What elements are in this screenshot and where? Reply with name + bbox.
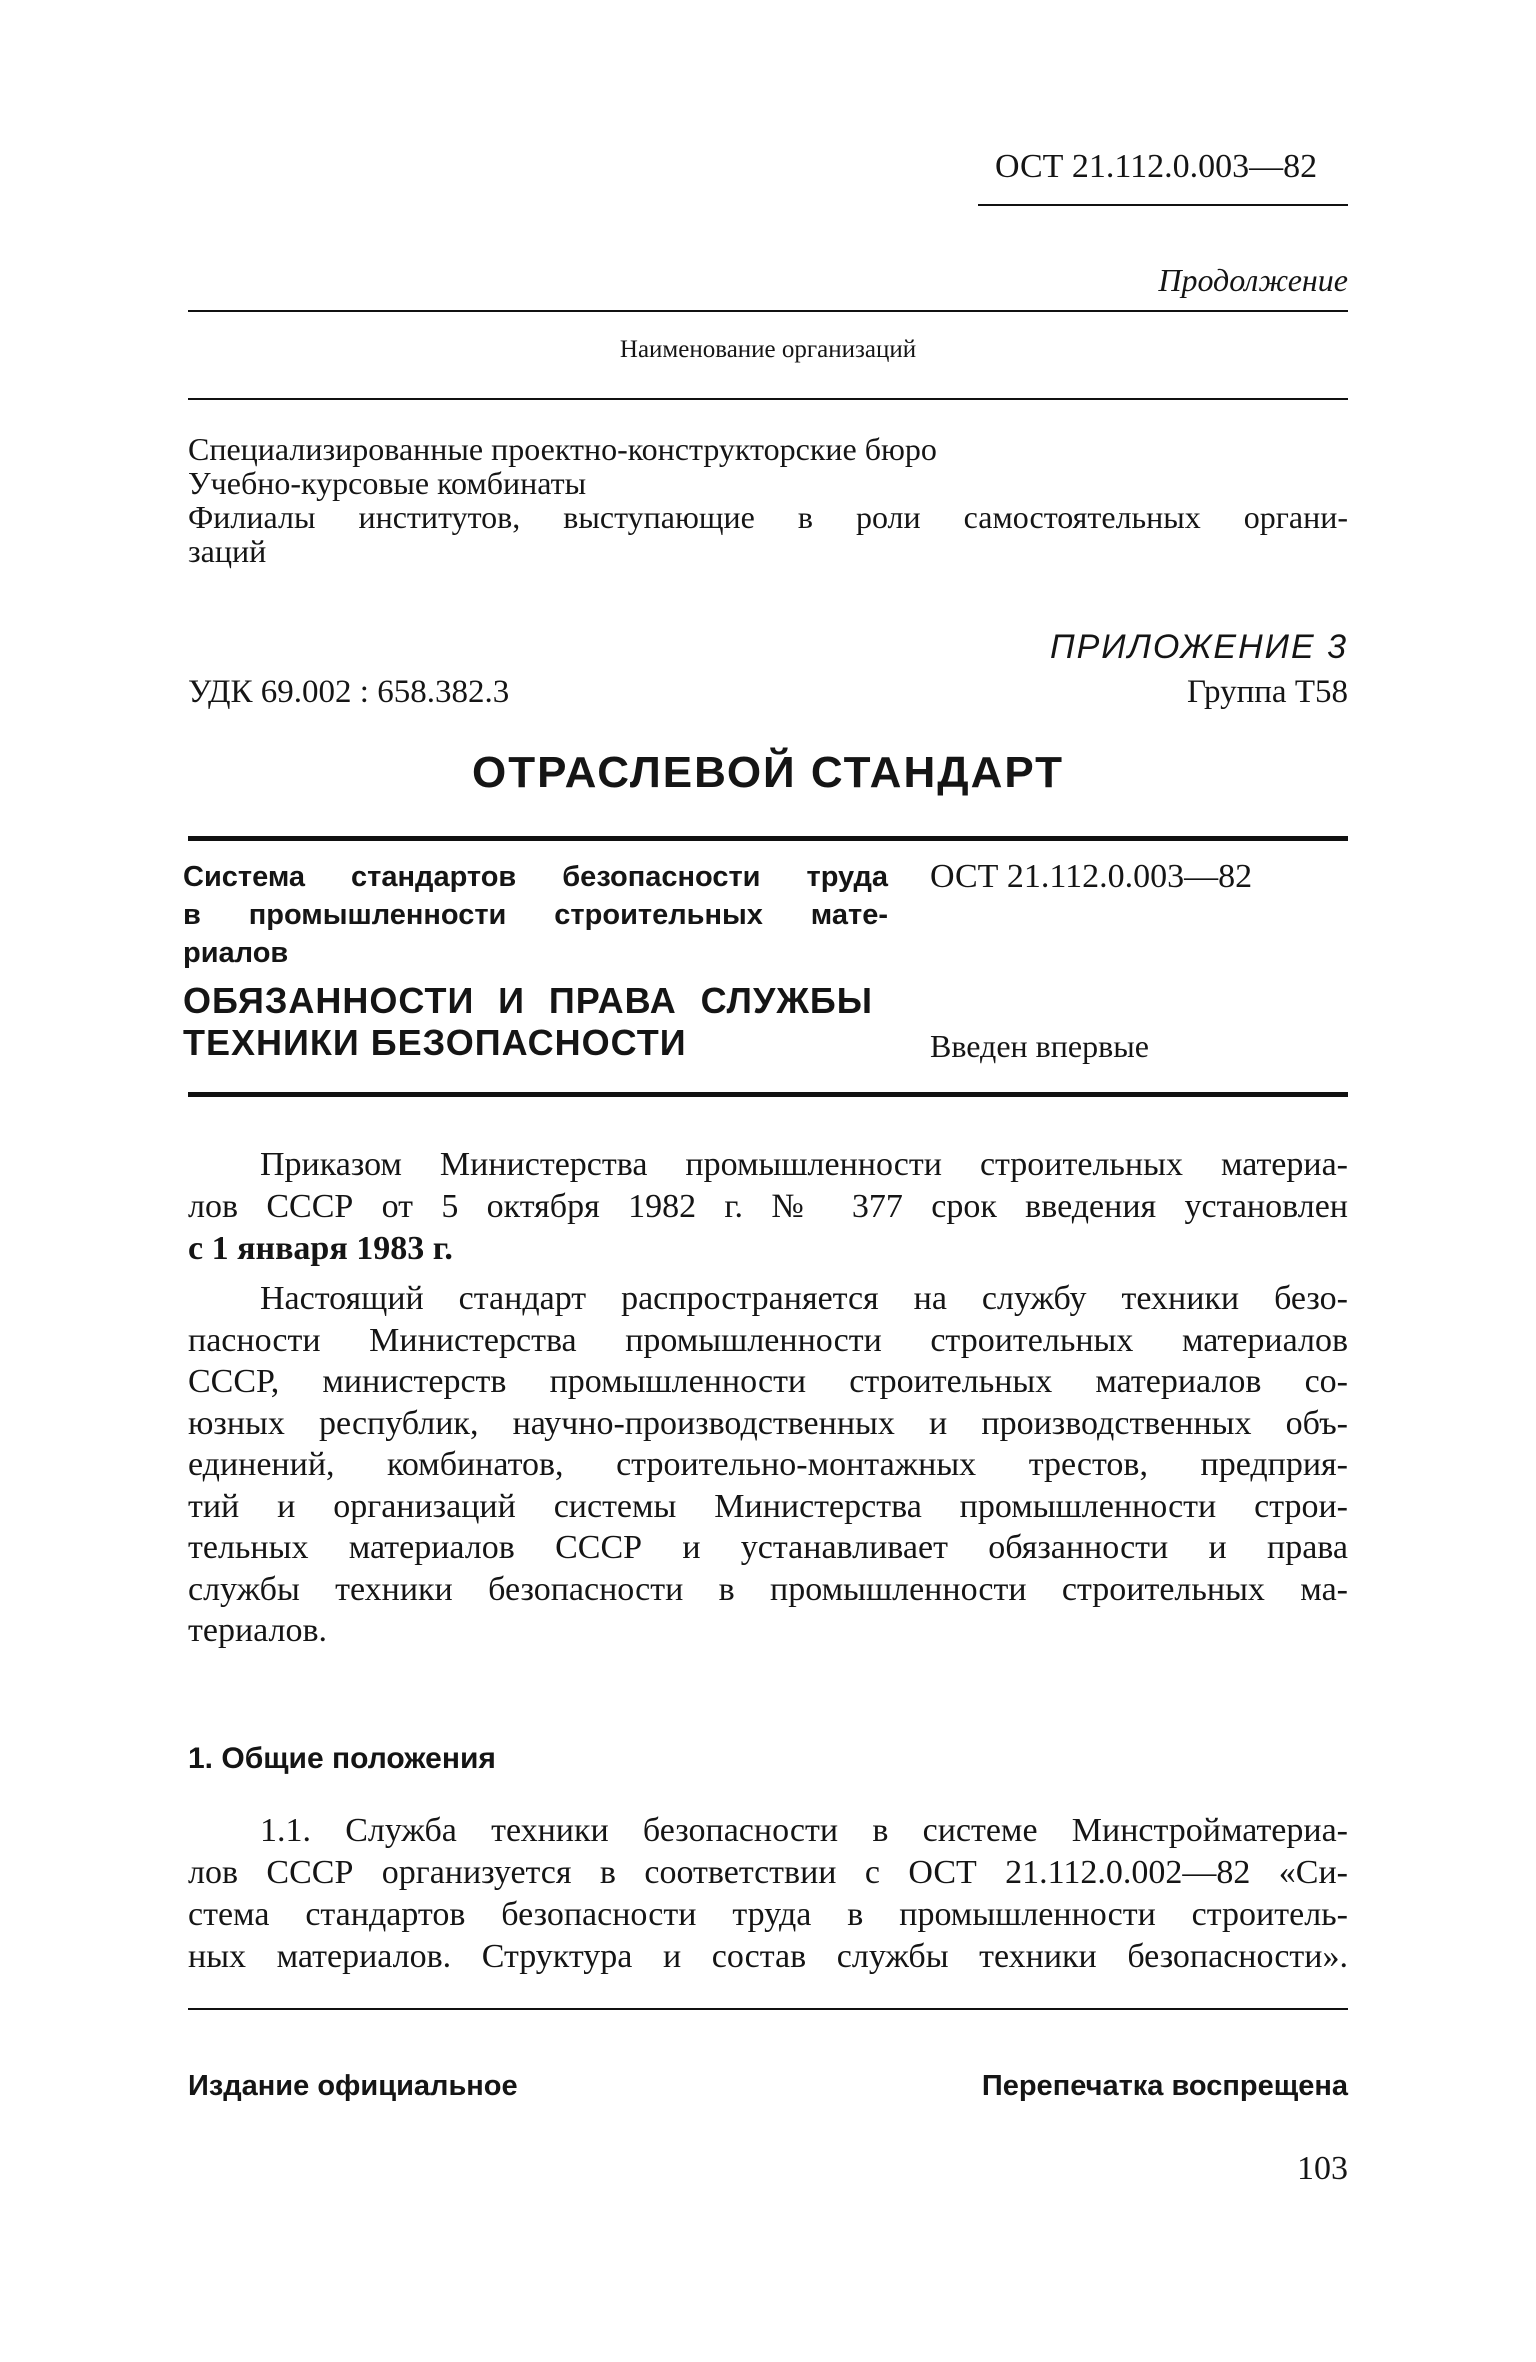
section-title: 1. Общие положения [188,1742,496,1775]
scope-line: СССР, министерств промышленности строительных материалов со- [188,1363,1348,1400]
clause-paragraph [188,1810,1348,1978]
org-row: Специализированные проектно-конструкторские бюро [188,431,937,467]
scope-line: юзных республик, научно-производственных и производственных объ- [188,1404,1348,1442]
system-name-line: Система стандартов безопасности труда [183,861,888,893]
scope-line: тий и организаций системы Министерства промышленности строи- [188,1487,1348,1525]
standard-heading: ОТРАСЛЕВОЙ СТАНДАРТ [471,748,1065,797]
scope-line: Настоящий стандарт распространяется на службу техники безо- [260,1280,1348,1317]
system-name [183,858,888,972]
header-code-underline [978,204,1348,206]
table-top-rule [188,310,1348,312]
clause-line: стема стандартов безопасности труда в промышленности строитель- [188,1896,1348,1933]
reprint-notice: Перепечатка воспрещена [981,2070,1348,2102]
page-number: 103 [1297,2150,1348,2187]
order-line: лов СССР от 5 октября 1982 г. № 377 срок введения установлен [188,1188,1348,1225]
order-date: с 1 января 1983 г. [188,1230,453,1267]
scope-line: службы техники безопасности в промышленности строительных ма- [188,1570,1348,1608]
title-block-top-rule [188,836,1348,841]
order-paragraph [188,1144,1348,1270]
title-block-bottom-rule [188,1092,1348,1097]
clause-line: 1.1. Служба техники безопасности в системе Минстройматериа- [260,1812,1348,1849]
continuation-label: Продолжение [1158,262,1348,298]
group-code: Группа Т58 [1187,674,1348,710]
official-edition: Издание официальное [188,2070,518,2102]
scope-paragraph [188,1278,1348,1652]
table-header-rule [188,398,1348,400]
scope-line: териалов. [188,1612,328,1649]
header-code: ОСТ 21.112.0.003—82 [995,148,1318,185]
standard-title-line: ТЕХНИКИ БЕЗОПАСНОСТИ [183,1022,687,1063]
table-column-header: Наименование организаций [619,336,917,363]
appendix-title: ПРИЛОЖЕНИЕ 3 [1049,628,1348,666]
standard-title [183,980,873,1064]
system-name-line: риалов [183,937,289,969]
org-row: заций [188,533,267,569]
org-list [188,432,1348,568]
system-name-line: в промышленности строительных мате- [183,899,888,931]
standard-title-line: ОБЯЗАННОСТИ И ПРАВА СЛУЖБЫ [183,980,873,1021]
org-row: Учебно-курсовые комбинаты [188,465,587,501]
scope-line: пасности Министерства промышленности строительных материалов [188,1321,1348,1359]
clause-line: лов СССР организуется в соответствии с ОСТ 21.112.0.002—82 «Си- [188,1854,1348,1891]
standard-code: ОСТ 21.112.0.003—82 [930,858,1253,895]
introduced-note: Введен впервые [930,1028,1149,1064]
org-row: Филиалы институтов, выступающие в роли самостоятельных органи- [188,499,1348,535]
udk-code: УДК 69.002 : 658.382.3 [188,674,510,710]
footer-rule [188,2008,1348,2010]
scope-line: тельных материалов СССР и устанавливает обязанности и права [188,1529,1348,1566]
scope-line: единений, комбинатов, строительно-монтажных трестов, предприя- [188,1446,1348,1483]
order-line: Приказом Министерства промышленности строительных материа- [260,1146,1348,1183]
clause-line: ных материалов. Структура и состав службы техники безопасности». [188,1938,1348,1975]
